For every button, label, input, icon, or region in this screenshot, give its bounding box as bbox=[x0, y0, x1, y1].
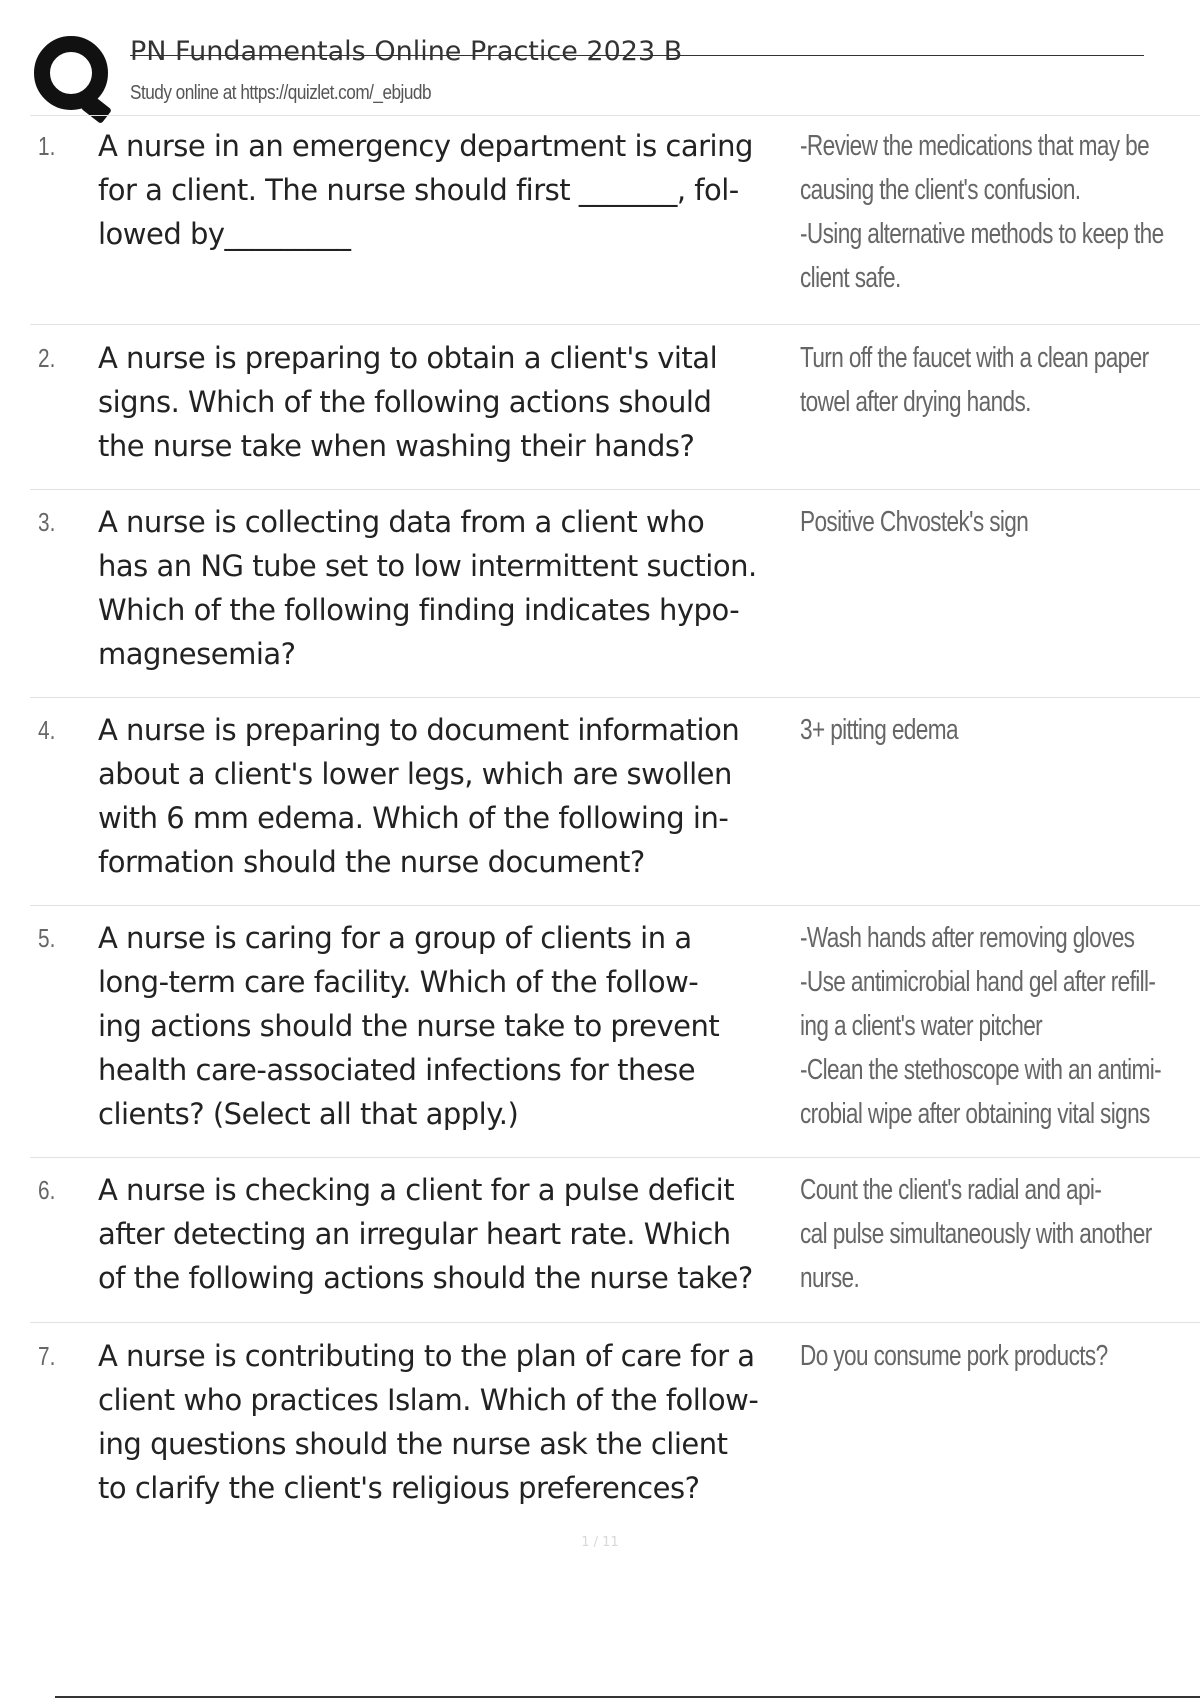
question-text: A nurse is collecting data from a client who has an NG tube set to low intermittent suction. Which of the following finding indicates hypo- magnesemia? bbox=[98, 505, 757, 671]
question-text: A nurse is preparing to obtain a client's vital signs. Which of the following actions should the nurse take when washing their hands? bbox=[98, 341, 718, 463]
answer-text: Positive Chvostek's sign bbox=[800, 506, 1029, 538]
answer-text: -Wash hands after removing gloves -Use antimicrobial hand gel after refill- ing a client's water pitcher -Clean the stethoscope with an antimi- crobial wipe after obtaining vital signs bbox=[800, 922, 1162, 1130]
answer-text: Count the client's radial and api- cal pulse simultaneously with another nurse. bbox=[800, 1174, 1152, 1294]
question-text: A nurse is checking a client for a pulse deficit after detecting an irregular heart rate. Which of the following actions should the nurse take? bbox=[98, 1173, 753, 1295]
question-number: 5. bbox=[38, 923, 56, 953]
header-divider bbox=[30, 115, 1200, 116]
footer-rule bbox=[55, 1696, 1200, 1698]
answer-text: -Review the medications that may be causing the client's confusion. -Using alternative methods to keep the client safe. bbox=[800, 130, 1164, 294]
page-indicator: 1 / 11 bbox=[581, 1535, 619, 1550]
answer-text: Do you consume pork products? bbox=[800, 1340, 1108, 1372]
question-text: A nurse in an emergency department is caring for a client. The nurse should first _______, fol- lowed by_________ bbox=[98, 129, 753, 251]
row-divider bbox=[30, 324, 1200, 325]
question-text: A nurse is preparing to document information about a client's lower legs, which are swollen with 6 mm edema. Which of the following in- formation should the nurse document? bbox=[98, 713, 740, 879]
question-number: 7. bbox=[38, 1341, 56, 1371]
study-online-link[interactable]: Study online at https://quizlet.com/_ebjudb bbox=[130, 82, 431, 104]
row-divider bbox=[30, 1157, 1200, 1158]
question-number: 2. bbox=[38, 343, 56, 373]
document-title: PN Fundamentals Online Practice 2023 B bbox=[130, 36, 683, 67]
question-number: 6. bbox=[38, 1175, 56, 1205]
title-strike-line bbox=[130, 55, 1144, 56]
answer-text: 3+ pitting edema bbox=[800, 714, 958, 746]
question-text: A nurse is contributing to the plan of care for a client who practices Islam. Which of the follow- ing questions should the nurse ask the client to clarify the client's religious preferences? bbox=[98, 1339, 759, 1505]
question-text: A nurse is caring for a group of clients in a long-term care facility. Which of the follow- ing actions should the nurse take to prevent health care-associated infections for these clients? (Select all that apply.) bbox=[98, 921, 720, 1131]
row-divider bbox=[30, 1322, 1200, 1323]
document-header bbox=[30, 30, 1200, 116]
row-divider bbox=[30, 905, 1200, 906]
answer-text: Turn off the faucet with a clean paper towel after drying hands. bbox=[800, 342, 1149, 418]
quizlet-logo-icon bbox=[30, 32, 112, 114]
row-divider bbox=[30, 489, 1200, 490]
question-number: 3. bbox=[38, 507, 56, 537]
question-number: 4. bbox=[38, 715, 56, 745]
question-number: 1. bbox=[38, 131, 56, 161]
row-divider bbox=[30, 697, 1200, 698]
